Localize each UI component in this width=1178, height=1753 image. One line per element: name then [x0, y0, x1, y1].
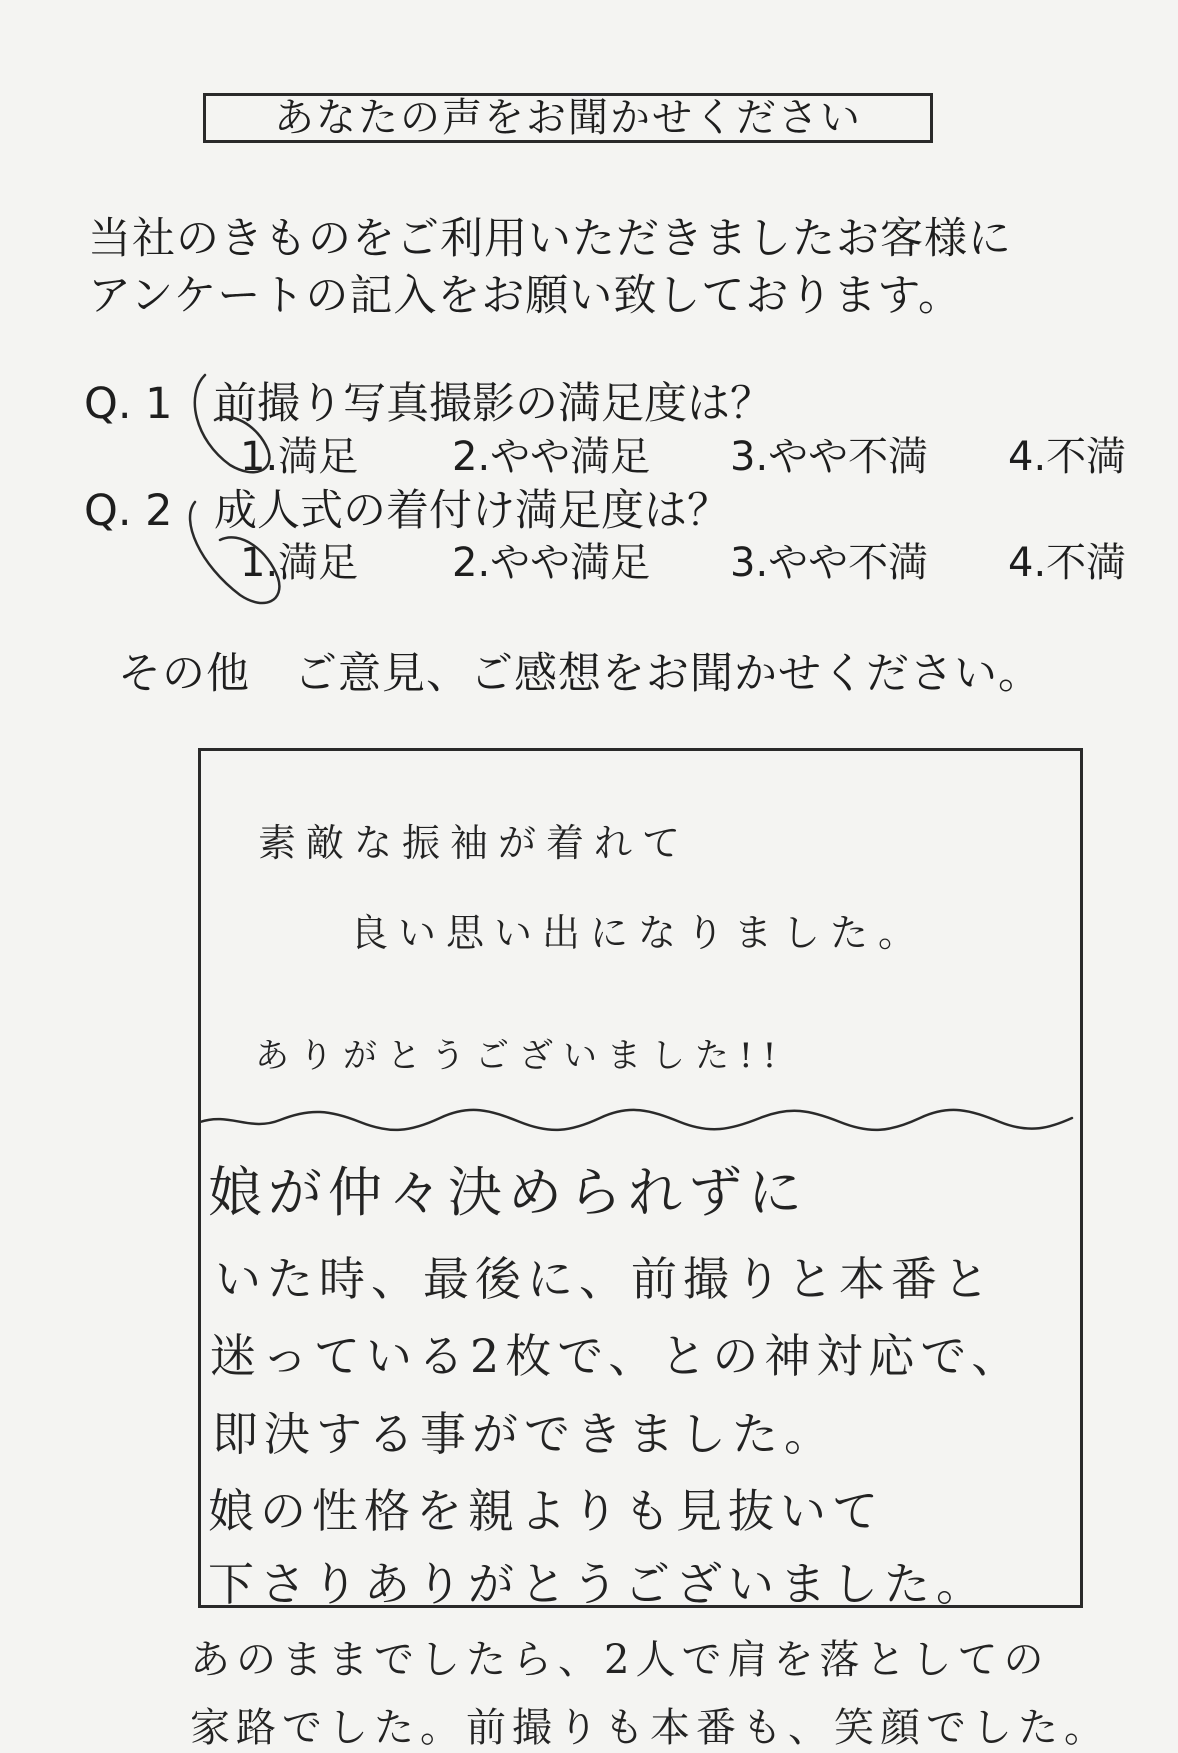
wavy-divider-line	[200, 1110, 1072, 1130]
handwritten-line: 素敵な振袖が着れて	[258, 821, 691, 865]
handwritten-line: ありがとうございました!!	[255, 1036, 787, 1076]
survey-title: あなたの声をお聞かせください	[203, 93, 933, 143]
q2-option-2[interactable]: 2.やや満足	[452, 540, 651, 586]
intro-line-2: アンケートの記入をお願い致しております。	[88, 271, 962, 321]
handwritten-line: 娘の性格を親よりも見抜いて	[208, 1484, 884, 1538]
handwritten-line: 即決する事ができました。	[212, 1407, 836, 1461]
handwritten-line: いた時、最後に、前撮りと本番と	[215, 1252, 995, 1306]
q2-answer-circle-mark	[190, 502, 279, 603]
question-2-text: 成人式の着付け満足度は？	[214, 486, 730, 536]
intro-line-1: 当社のきものをご利用いただきましたお客様に	[88, 214, 1012, 264]
q1-option-2[interactable]: 2.やや満足	[452, 434, 651, 480]
handwritten-line: あのままでしたら、2人で肩を落としての	[190, 1637, 1050, 1683]
handwritten-line: 娘が仲々決められずに	[208, 1161, 808, 1224]
handwritten-line: 良い思い出になりました。	[350, 911, 927, 955]
q1-answer-circle-mark	[195, 375, 270, 472]
q1-option-4[interactable]: 4.不満	[1008, 434, 1127, 480]
question-2-label: Q. 2	[84, 486, 173, 536]
q1-option-1[interactable]: 1.満足	[240, 434, 359, 480]
handwritten-line: 家路でした。前撮りも本番も、笑顔でした。	[190, 1705, 1110, 1751]
handwritten-line: 下さりありがとうございました。	[208, 1557, 988, 1611]
q2-option-1[interactable]: 1.満足	[240, 540, 359, 586]
handwritten-line: 迷っている2枚で、との神対応で、	[210, 1329, 1024, 1383]
q2-option-4[interactable]: 4.不満	[1008, 540, 1127, 586]
question-1-text: 前撮り写真撮影の満足度は？	[214, 379, 773, 429]
question-1-label: Q. 1	[84, 379, 173, 429]
other-comments-prompt: その他 ご意見、ご感想をお聞かせください。	[118, 649, 1042, 699]
q1-option-3[interactable]: 3.やや不満	[730, 434, 929, 480]
q2-option-3[interactable]: 3.やや不満	[730, 540, 929, 586]
